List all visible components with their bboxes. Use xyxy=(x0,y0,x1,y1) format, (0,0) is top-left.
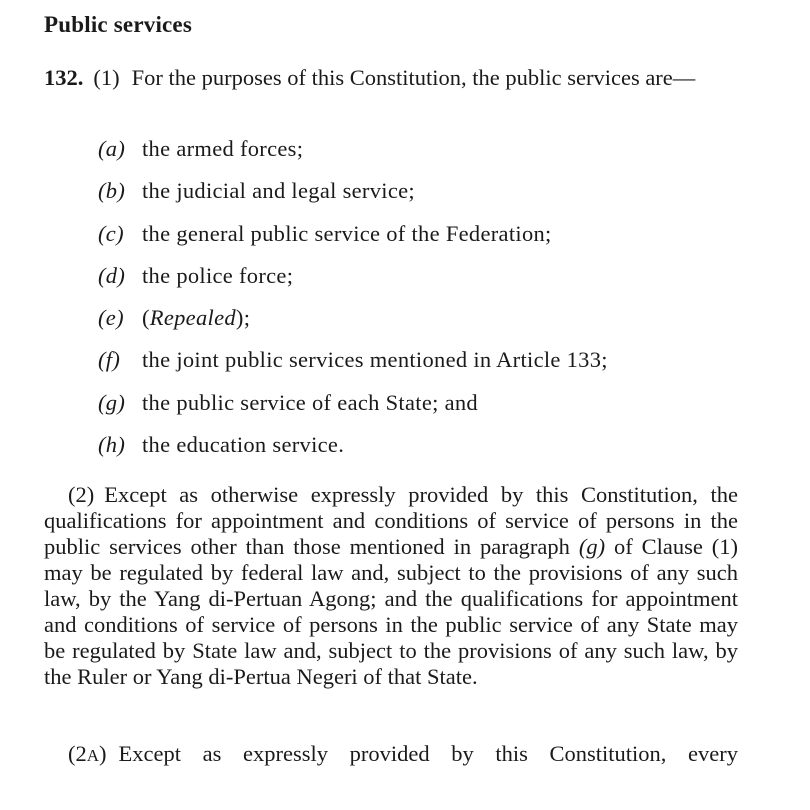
list-item xyxy=(98,219,778,261)
item-text: the armed forces; xyxy=(142,136,304,161)
clause-2-paragraph xyxy=(44,482,738,690)
item-text: the judicial and legal service; xyxy=(142,178,415,204)
item-label: (c) xyxy=(98,220,124,246)
list-item xyxy=(98,261,778,303)
clause-2-label: (2) xyxy=(68,482,95,507)
list-item xyxy=(98,176,778,218)
clause-1-intro xyxy=(44,64,744,91)
item-text: the public service of each State; and xyxy=(142,389,478,415)
clause-2-text-before: Except as otherwise expressly provided by this Constitution, the qualifications for appointment and conditions of service of persons in the public services other than those mentioned in paragraph xyxy=(44,482,738,559)
clause-2a-text: Except as expressly provided by this Constitution, every xyxy=(118,741,738,766)
clause-2a-paragraph xyxy=(44,740,738,769)
clause-1-label: (1) xyxy=(93,65,120,90)
item-label: (f) xyxy=(98,347,121,373)
public-services-list xyxy=(98,134,778,472)
clause-1-text: For the purposes of this Constitution, the public services are— xyxy=(131,65,696,90)
section-number: 132. xyxy=(44,65,84,90)
item-label: (a) xyxy=(98,136,126,161)
list-item xyxy=(98,303,778,345)
item-label: (g) xyxy=(98,389,126,415)
clause-2-text-after: of Clause (1) may be regulated by federal law and, subject to the provisions of any such law, by the Yang di-Pertuan Agong; and the qualifications for appointment and conditions of service of persons in the public service of any State may be regulated by State law and, subject to the provisions of any such law, by the Ruler or Yang di-Pertua Negeri of that State. xyxy=(44,534,739,689)
item-text-close: ); xyxy=(235,305,251,331)
section-heading: Public services xyxy=(44,12,192,37)
item-label: (h) xyxy=(98,432,126,458)
item-text: the joint public services mentioned in Article 133; xyxy=(142,347,608,373)
item-label: (d) xyxy=(98,262,126,288)
item-text-open: ( xyxy=(142,305,150,331)
item-label: (b) xyxy=(98,178,126,204)
item-text: the police force; xyxy=(142,262,294,288)
list-item xyxy=(98,134,778,176)
item-label: (e) xyxy=(98,305,124,331)
list-item xyxy=(98,388,778,430)
item-text: the general public service of the Federation; xyxy=(142,220,552,246)
list-item xyxy=(98,345,778,387)
list-item xyxy=(98,430,778,472)
clause-2a-label: (2A) xyxy=(68,741,107,766)
item-text-repealed: Repealed xyxy=(149,305,236,331)
clause-2-paragraph-ref: (g) xyxy=(578,534,606,559)
item-text: the education service. xyxy=(142,432,345,458)
